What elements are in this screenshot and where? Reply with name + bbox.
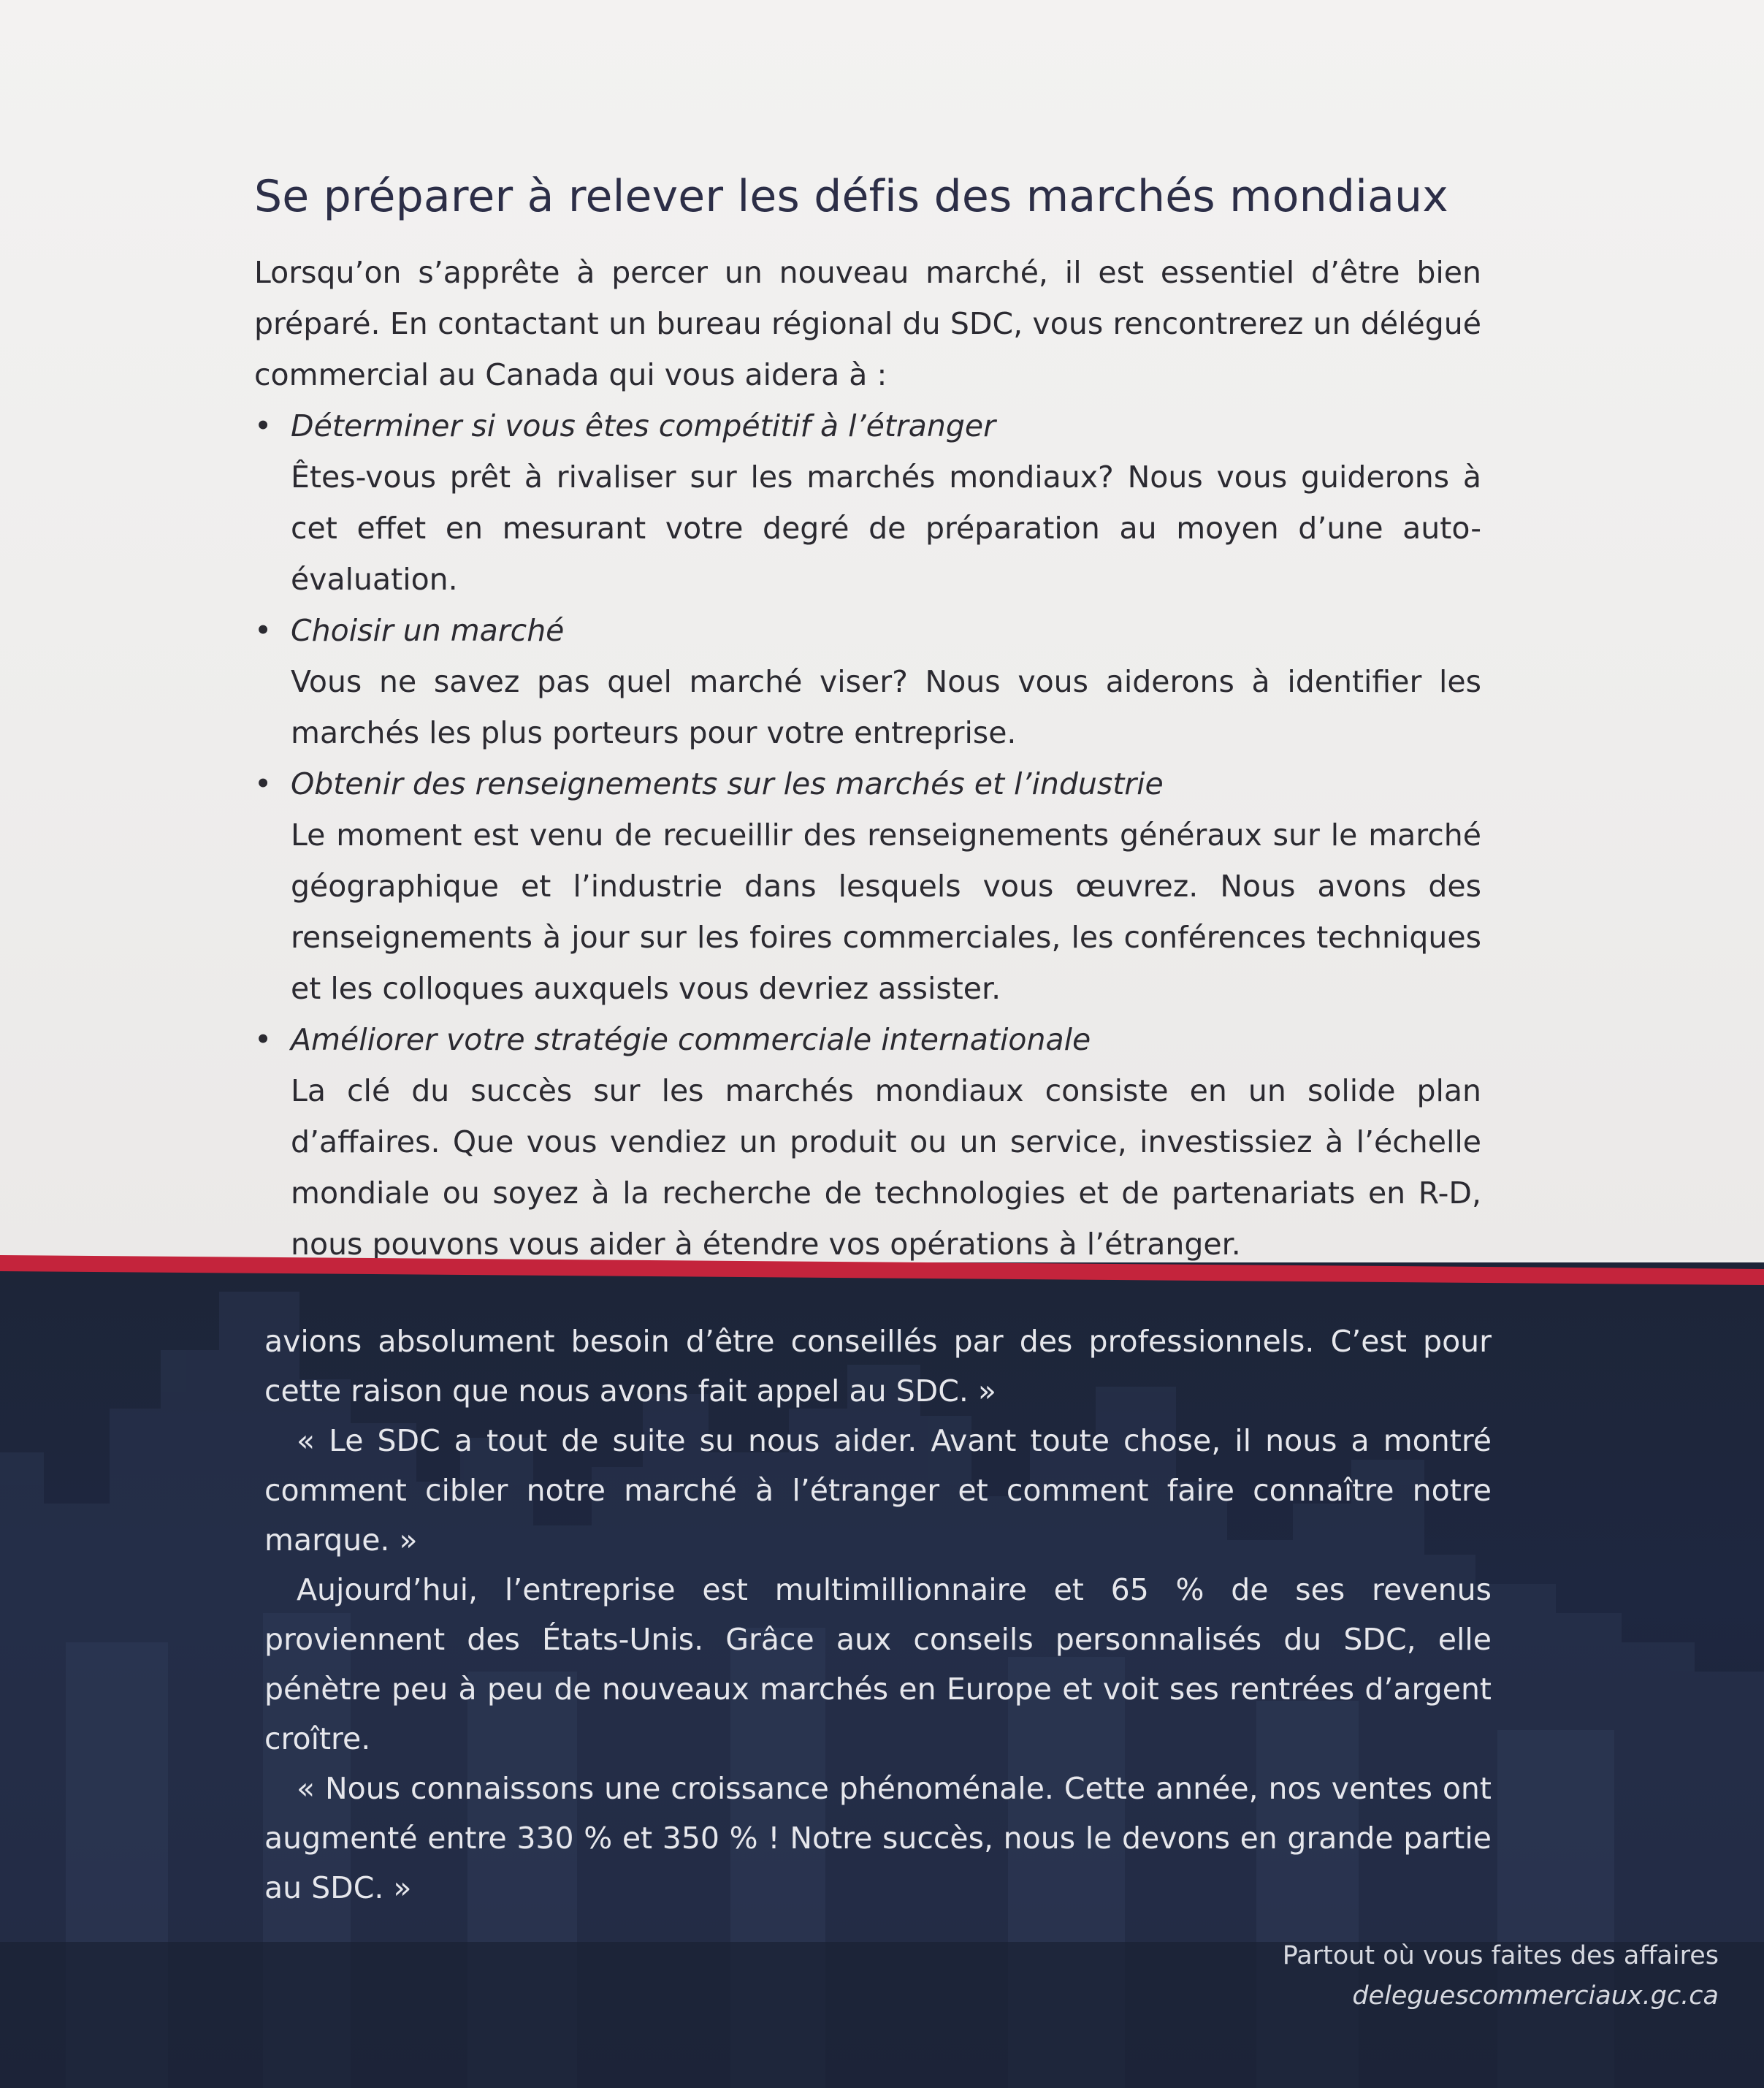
intro-paragraph: Lorsqu’on s’apprête à percer un nouveau marché, il est essentiel d’être bien préparé. En contactant un bureau régional du SDC, vous rencontrerez un délégué commercial au Canada qui vous aidera à : bbox=[254, 255, 1481, 392]
bullet-icon: • bbox=[254, 408, 272, 443]
main-content bbox=[254, 168, 1481, 1270]
testimonial-text bbox=[264, 1317, 1492, 1913]
testimonial-paragraph: avions absolument besoin d’être conseillés par des professionnels. C’est pour cette raison que nous avons fait appel au SDC. » bbox=[264, 1324, 1492, 1409]
bullet-title: Déterminer si vous êtes compétitif à l’étranger bbox=[291, 408, 996, 443]
list-item bbox=[254, 1014, 1481, 1270]
bullet-title: Obtenir des renseignements sur les marchés et l’industrie bbox=[291, 766, 1164, 801]
footer bbox=[1283, 1936, 1719, 2016]
bullet-text: La clé du succès sur les marchés mondiaux consiste en un solide plan d’affaires. Que vous vendiez un produit ou un service, investissiez à l’échelle mondiale ou soyez à la recherche de technologies et de partenariats en R-D, nous pouvons vous aider à étendre vos opérations à l’étranger. bbox=[291, 1073, 1481, 1262]
bullet-text: Vous ne savez pas quel marché viser? Nous vous aiderons à identifier les marchés les plus porteurs pour votre entreprise. bbox=[291, 664, 1481, 750]
bullet-icon: • bbox=[254, 766, 272, 801]
list-item bbox=[254, 758, 1481, 1014]
list-item bbox=[254, 400, 1481, 605]
page-heading: Se préparer à relever les défis des marchés mondiaux bbox=[254, 171, 1448, 222]
bullet-icon: • bbox=[254, 1022, 272, 1057]
testimonial-paragraph: Aujourd’hui, l’entreprise est multimillionnaire et 65 % de ses revenus proviennent des États-Unis. Grâce aux conseils personnalisés du SDC, elle pénètre peu à peu de nouveaux marchés en Europe et voit ses rentrées d’argent croître. bbox=[264, 1572, 1492, 1756]
bullet-icon: • bbox=[254, 613, 272, 648]
bullet-title: Améliorer votre stratégie commerciale internationale bbox=[291, 1022, 1091, 1057]
bullet-text: Êtes-vous prêt à rivaliser sur les marchés mondiaux? Nous vous guiderons à cet effet en mesurant votre degré de préparation au moyen d’une auto-évaluation. bbox=[291, 460, 1481, 597]
testimonial-paragraph: « Le SDC a tout de suite su nous aider. Avant toute chose, il nous a montré comment cibler notre marché à l’étranger et comment faire connaître notre marque. » bbox=[264, 1423, 1492, 1558]
footer-url-link[interactable]: deleguescommerciaux.gc.ca bbox=[1352, 1981, 1719, 2011]
services-list bbox=[254, 400, 1481, 1270]
bullet-title: Choisir un marché bbox=[291, 613, 565, 648]
footer-tagline: Partout où vous faites des affaires bbox=[1282, 1941, 1719, 1970]
bullet-text: Le moment est venu de recueillir des renseignements généraux sur le marché géographique et l’industrie dans lesquels vous œuvrez. Nous avons des renseignements à jour sur les foires commerciales, les conférences techniques et les colloques auxquels vous devriez assister. bbox=[291, 818, 1481, 1006]
testimonial-paragraph: « Nous connaissons une croissance phénoménale. Cette année, nos ventes ont augmenté entre 330 % et 350 % ! Notre succès, nous le devons en grande partie au SDC. » bbox=[264, 1771, 1492, 1905]
testimonial-panel bbox=[0, 1262, 1764, 2088]
list-item bbox=[254, 605, 1481, 758]
